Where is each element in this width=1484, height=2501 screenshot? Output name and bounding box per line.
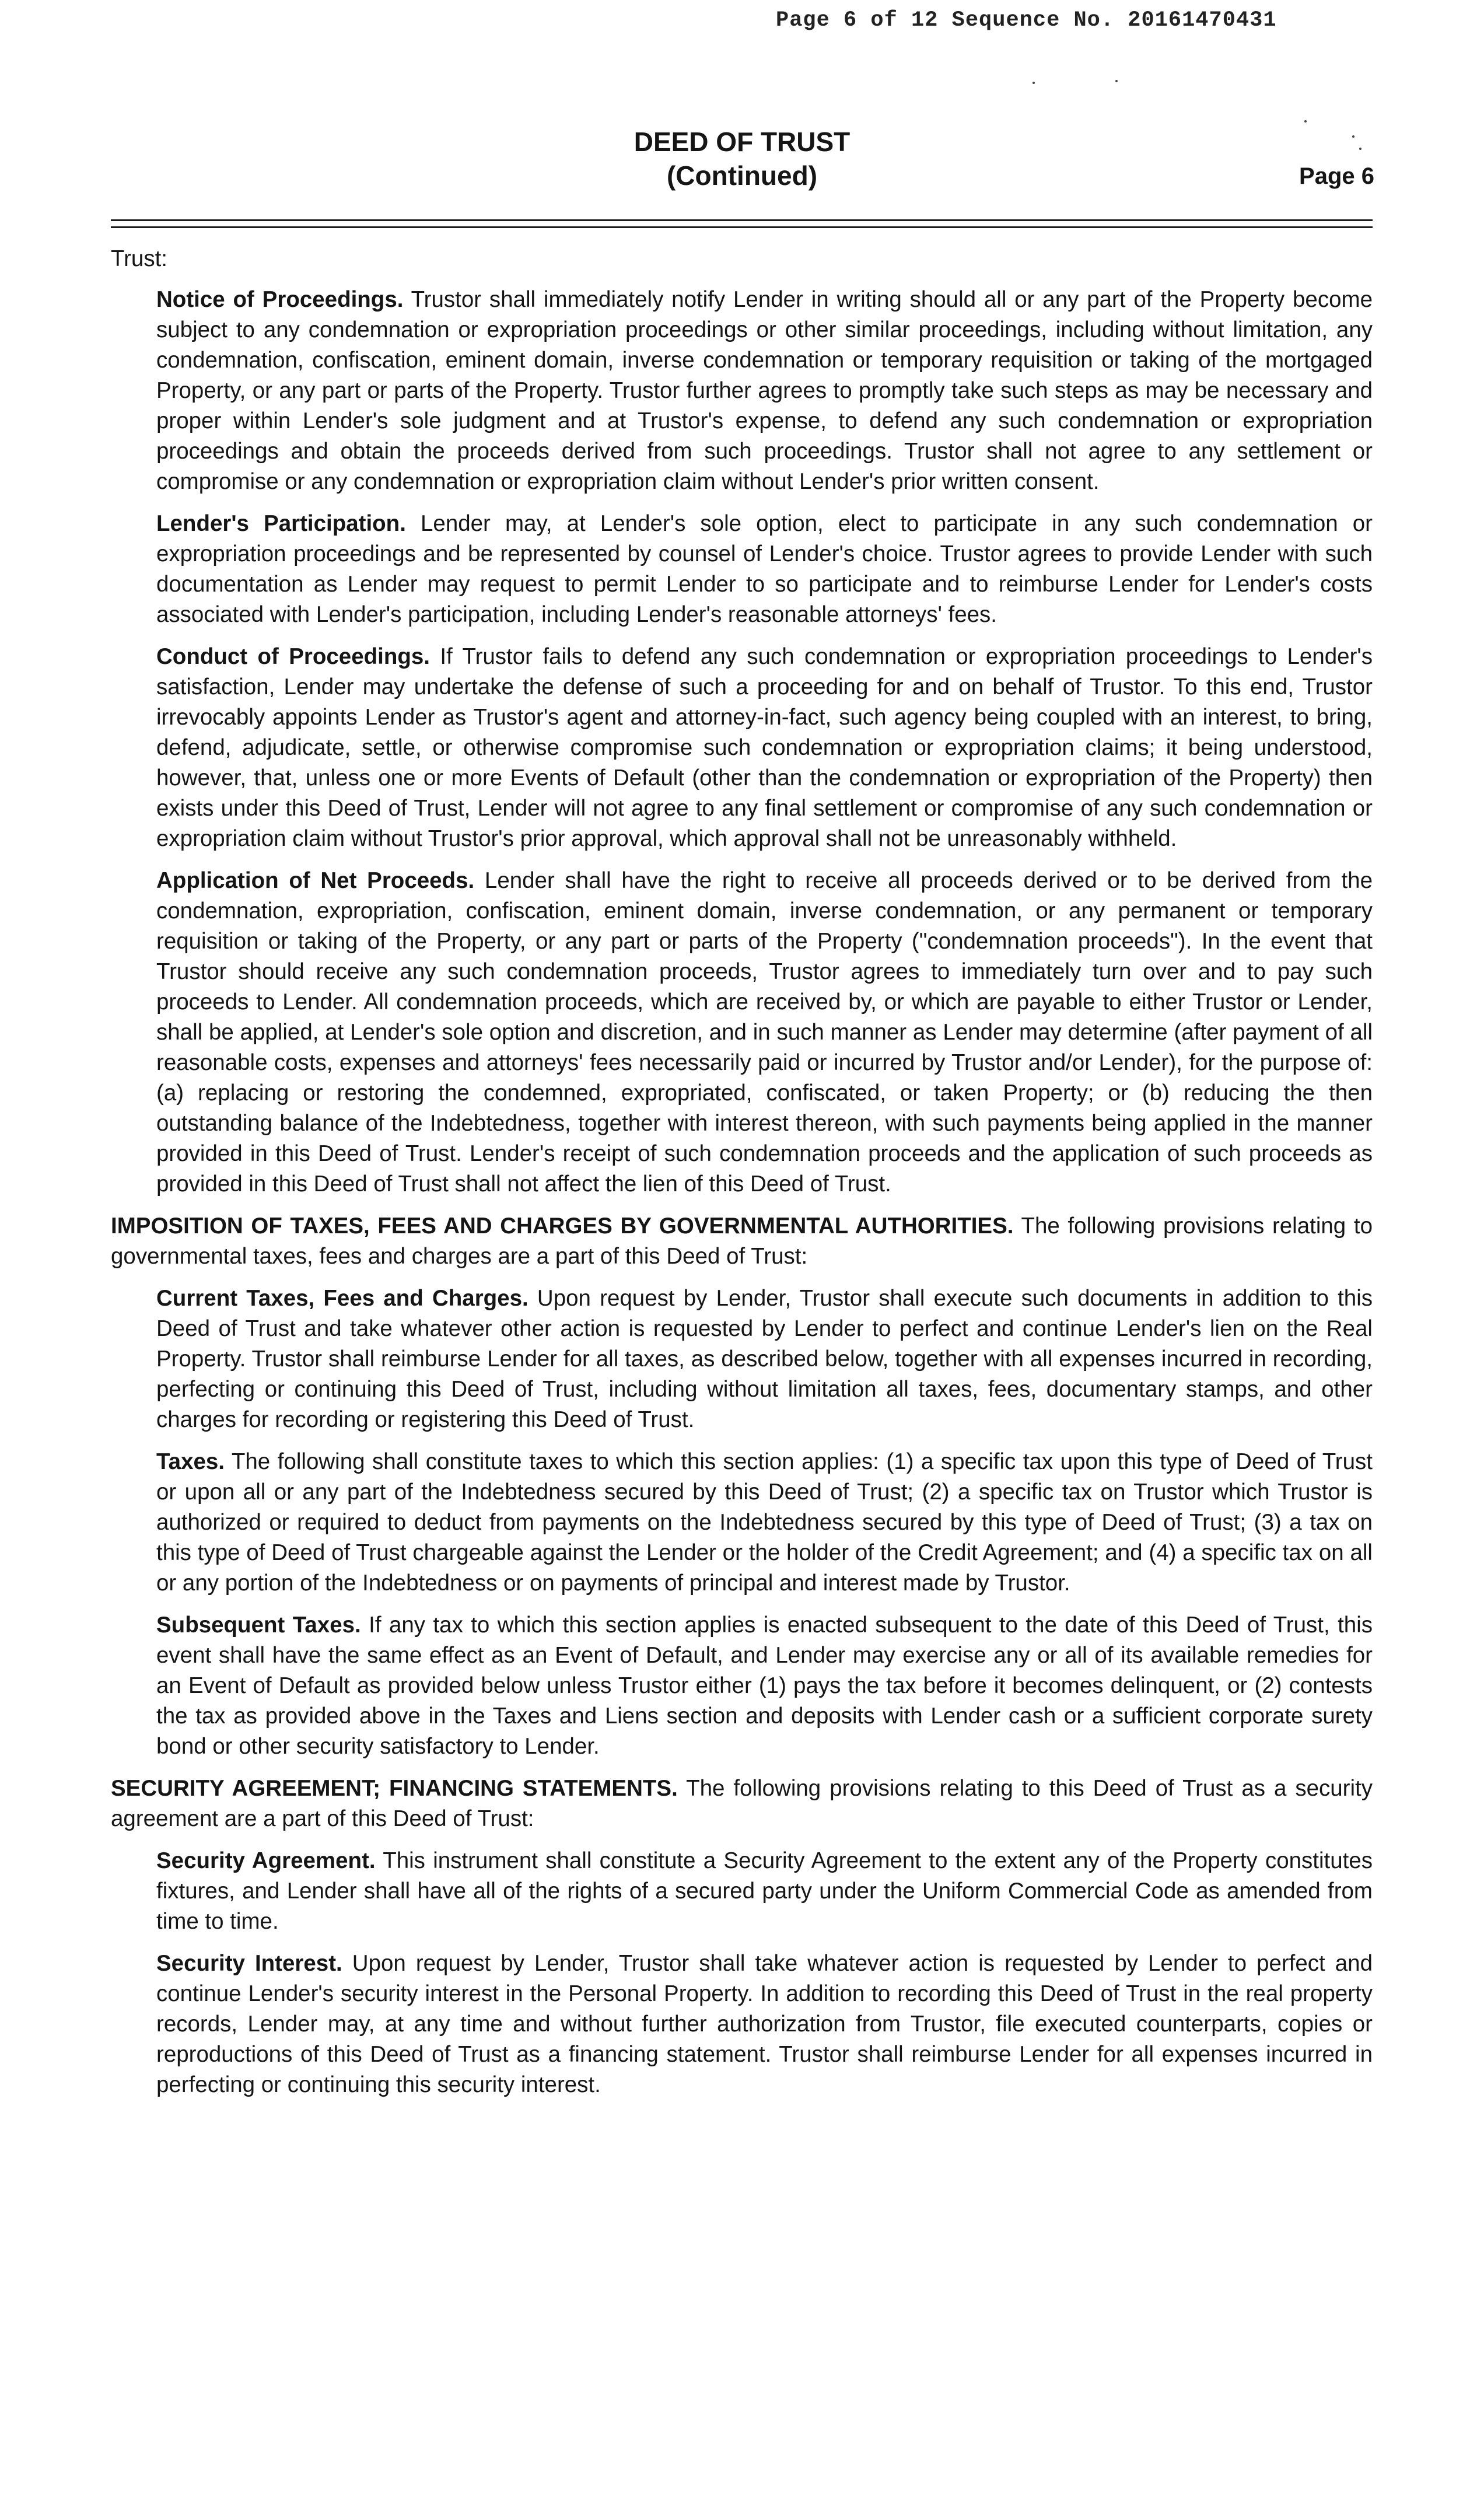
header-rule-bottom: [111, 226, 1373, 228]
conduct-of-proceedings-paragraph: [156, 642, 1373, 854]
taxes-section-heading-paragraph: [111, 1211, 1373, 1272]
lead-in-text: Trust:: [111, 246, 167, 271]
paragraph-heading: Application of Net Proceeds.: [156, 868, 475, 893]
title-line: DEED OF TRUST: [634, 127, 850, 157]
application-of-net-proceeds-paragraph: [156, 866, 1373, 1199]
subsequent-taxes-paragraph: [156, 1610, 1373, 1762]
paragraph-text: Upon request by Lender, Trustor shall execute such documents in addition to this Deed of Trust and take whatever other action is requested by Lender to perfect and continue Lender's lien on the Real Property. Trustor shall reimburse Lender for all taxes, as described below, together with all expenses incurred in recording, perfecting or continuing this Deed of Trust, including without limitation all taxes, fees, documentary stamps, and other charges for recording or registering this Deed of Trust.: [156, 1286, 1373, 1432]
notice-of-proceedings-paragraph: [156, 285, 1373, 497]
security-agreement-paragraph: [156, 1846, 1373, 1937]
scan-speck: [1032, 82, 1035, 84]
header-rule-top: [111, 219, 1373, 221]
current-taxes-paragraph: [156, 1283, 1373, 1435]
section-intro: The following provisions relating to this Deed of Trust as a security agreement are a part of this Deed of Trust:: [111, 1776, 1373, 1831]
taxes-paragraph: [156, 1447, 1373, 1598]
section-heading: IMPOSITION OF TAXES, FEES AND CHARGES BY GOVERNMENTAL AUTHORITIES.: [111, 1213, 1014, 1239]
section-heading: SECURITY AGREEMENT; FINANCING STATEMENTS.: [111, 1776, 678, 1801]
paragraph-heading: Subsequent Taxes.: [156, 1612, 361, 1638]
paragraph-text: Lender may, at Lender's sole option, elect to participate in any such condemnation or expropriation proceedings and be represented by counsel of Lender's choice. Trustor agrees to provide Lender with such documentation as Lender may request to permit Lender to so participate and to reimburse Lender for Lender's costs associated with Lender's participation, including Lender's reasonable attorneys' fees.: [156, 511, 1373, 627]
paragraph-text: Lender shall have the right to receive all proceeds derived or to be derived from the condemnation, expropriation, confiscation, eminent domain, inverse condemnation, or any permanent or temporary requisition or taking of the Property, or any part or parts of the Property ("condemnation proceeds"). In the event that Trustor should receive any such condemnation proceeds, Trustor agrees to immediately turn over and to pay such proceeds to Lender. All condemnation proceeds, which are received by, or which are payable to either Trustor or Lender, shall be applied, at Lender's sole option and discretion, and in such manner as Lender may determine (after payment of all reasonable costs, expenses and attorneys' fees necessarily paid or incurred by Trustor and/or Lender), for the purpose of: (a) replacing or restoring the condemned, expropriated, confiscated, or taken Property; or (b) reducing the then outstanding balance of the Indebtedness, together with interest thereon, with such payments being applied in the manner provided in this Deed of Trust. Lender's receipt of such condemnation proceeds and the application of such proceeds as provided in this Deed of Trust shall not affect the lien of this Deed of Trust.: [156, 868, 1373, 1197]
paragraph-text: Trustor shall immediately notify Lender in writing should all or any part of the Property become subject to any condemnation or expropriation proceedings or other similar proceedings, including without limitation, any condemnation, confiscation, eminent domain, inverse condemnation or temporary requisition or taking of the mortgaged Property, or any part or parts of the Property. Trustor further agrees to promptly take such steps as may be necessary and proper within Lender's sole judgment and at Trustor's expense, to defend any such condemnation or expropriation proceedings and obtain the proceeds derived from such proceedings. Trustor shall not agree to any settlement or compromise or any condemnation or expropriation claim without Lender's prior written consent.: [156, 287, 1373, 494]
subtitle-line: (Continued): [666, 160, 818, 191]
paragraph-heading: Lender's Participation.: [156, 511, 406, 536]
paragraph-heading: Security Agreement.: [156, 1848, 376, 1873]
scan-speck: [1115, 80, 1118, 82]
security-section-heading-paragraph: [111, 1774, 1373, 1834]
paragraph-heading: Current Taxes, Fees and Charges.: [156, 1286, 528, 1311]
paragraph-text: If any tax to which this section applies is enacted subsequent to the date of this Deed of Trust, this event shall have the same effect as an Event of Default, and Lender may exercise any or all of its available remedies for an Event of Default as provided below unless Trustor either (1) pays the tax before it becomes delinquent, or (2) contests the tax as provided above in the Taxes and Liens section and deposits with Lender cash or a sufficient corporate surety bond or other security satisfactory to Lender.: [156, 1612, 1373, 1759]
recording-stamp: Page 6 of 12 Sequence No. 20161470431: [776, 8, 1277, 33]
security-interest-paragraph: [156, 1949, 1373, 2100]
paragraph-text: This instrument shall constitute a Security Agreement to the extent any of the Property constitutes fixtures, and Lender shall have all of the rights of a secured party under the Uniform Commercial Code as amended from time to time.: [156, 1848, 1373, 1934]
paragraph-heading: Conduct of Proceedings.: [156, 644, 430, 669]
page-label: Page 6: [1299, 163, 1374, 189]
paragraph-heading: Notice of Proceedings.: [156, 287, 404, 312]
paragraph-text: Upon request by Lender, Trustor shall take whatever action is requested by Lender to perfect and continue Lender's security interest in the Personal Property. In addition to recording this Deed of Trust in the real property records, Lender may, at any time and without further authorization from Trustor, file executed counterparts, copies or reproductions of this Deed of Trust as a financing statement. Trustor shall reimburse Lender for all expenses incurred in perfecting or continuing this security interest.: [156, 1951, 1373, 2097]
paragraph-text: If Trustor fails to defend any such condemnation or expropriation proceedings to Lender's satisfaction, Lender may undertake the defense of such a proceeding for and on behalf of Trustor. To this end, Trustor irrevocably appoints Lender as Trustor's agent and attorney-in-fact, such agency being coupled with an interest, to bring, defend, adjudicate, settle, or otherwise compromise such condemnation or expropriation claims; it being understood, however, that, unless one or more Events of Default (other than the condemnation or expropriation of the Property) then exists under this Deed of Trust, Lender will not agree to any final settlement or compromise of any such condemnation or expropriation claim without Trustor's prior approval, which approval shall not be unreasonably withheld.: [156, 644, 1373, 851]
document-body: [111, 244, 1373, 2112]
paragraph-heading: Taxes.: [156, 1449, 225, 1474]
lenders-participation-paragraph: [156, 509, 1373, 630]
section-intro: The following provisions relating to governmental taxes, fees and charges are a part of this Deed of Trust:: [111, 1213, 1373, 1269]
scan-speck: [1304, 120, 1307, 123]
document-title: [0, 125, 1484, 193]
paragraph-text: The following shall constitute taxes to which this section applies: (1) a specific tax upon this type of Deed of Trust or upon all or any part of the Indebtedness secured by this Deed of Trust; (2) a specific tax on Trustor which Trustor is authorized or required to deduct from payments on the Indebtedness secured by this type of Deed of Trust; (3) a tax on this type of Deed of Trust chargeable against the Lender or the holder of the Credit Agreement; and (4) a specific tax on all or any portion of the Indebtedness or on payments of principal and interest made by Trustor.: [156, 1449, 1373, 1596]
paragraph-heading: Security Interest.: [156, 1951, 342, 1976]
